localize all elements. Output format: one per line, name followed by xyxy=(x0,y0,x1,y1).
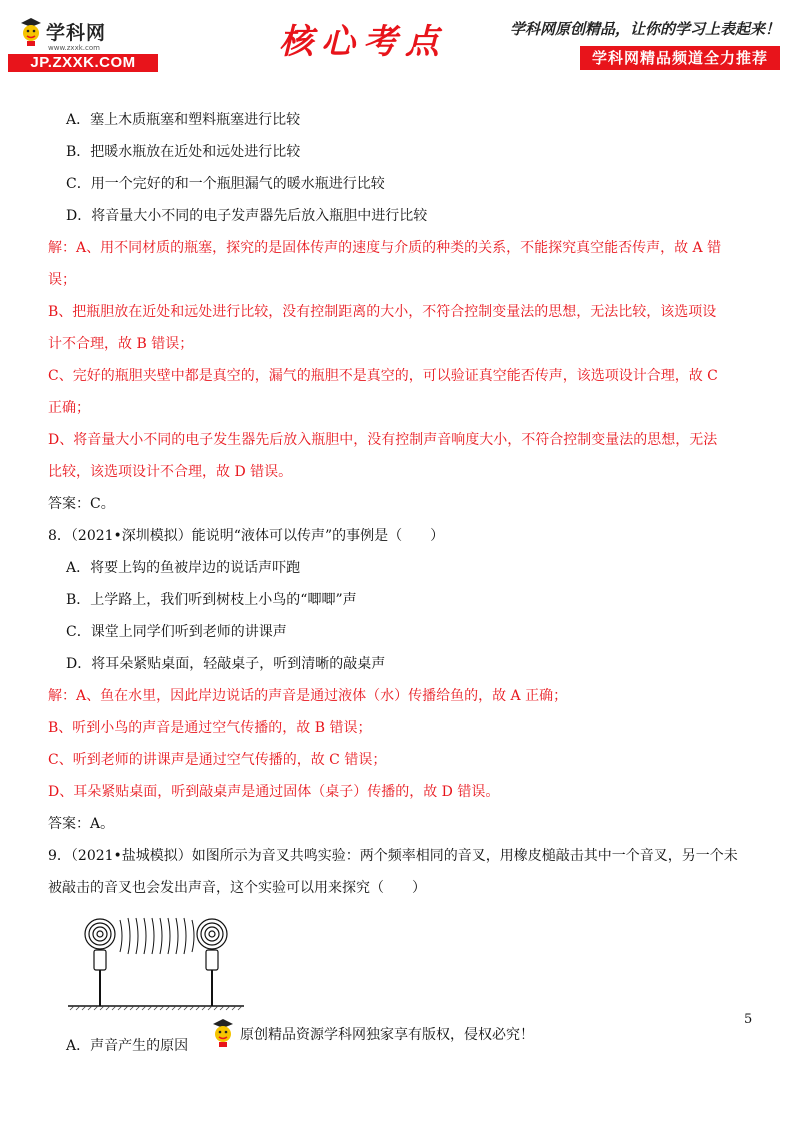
solution-line: 正确； xyxy=(48,400,90,416)
sound-waves xyxy=(120,918,194,954)
logo-domain-bar: JP.ZXXK.COM xyxy=(8,54,158,72)
solution-line: D、耳朵紧贴桌面，听到敲桌声是通过固体（桌子）传播的，故 D 错误。 xyxy=(48,784,500,800)
solution-line: 比较，该选项设计不合理，故 D 错误。 xyxy=(48,464,293,480)
left-tuning-fork xyxy=(85,919,115,1006)
option-c: C．用一个完好的和一个瓶胆漏气的暖水瓶进行比较 xyxy=(66,176,385,192)
logo-url: www.zxxk.com xyxy=(48,44,100,52)
page-content xyxy=(48,104,756,1062)
question-8-solution xyxy=(48,680,756,808)
logo-top xyxy=(18,14,106,48)
option-a: A．将要上钩的鱼被岸边的说话声吓跑 xyxy=(66,560,301,576)
page-number: 5 xyxy=(744,1012,753,1027)
option-a: A．声音产生的原因 xyxy=(66,1038,189,1054)
question-9-stem: 9．（2021•盐城模拟）如图所示为音叉共鸣实验：两个频率相同的音叉，用橡皮槌敲击其中一个音叉，另一个未 xyxy=(48,848,738,864)
option-a: A．塞上木质瓶塞和塑料瓶塞进行比较 xyxy=(66,112,301,128)
solution-line: C、完好的瓶胆夹壁中都是真空的，漏气的瓶胆不是真空的，可以验证真空能否传声，该选项设计合理，故 C xyxy=(48,368,718,384)
solution-line: 计不合理，故 B 错误； xyxy=(48,336,194,352)
answer-line: 答案：A。 xyxy=(48,816,115,832)
option-d: D．将音量大小不同的电子发声器先后放入瓶胆中进行比较 xyxy=(66,208,428,224)
page-header xyxy=(0,0,800,80)
page-footer xyxy=(0,1010,800,1070)
mascot-icon xyxy=(210,1016,236,1048)
option-b: B．把暖水瓶放在近处和远处进行比较 xyxy=(66,144,301,160)
question-8-options xyxy=(66,552,756,680)
tuning-fork-figure xyxy=(66,906,266,1026)
solution-line: D、将音量大小不同的电子发生器先后放入瓶胆中，没有控制声音响度大小，不符合控制变量法的思想，无法 xyxy=(48,432,718,448)
question-8-stem: 8．（2021•深圳模拟）能说明“液体可以传声”的事例是（ ） xyxy=(48,528,445,544)
solution-line: B、把瓶胆放在近处和远处进行比较，没有控制距离的大小，不符合控制变量法的思想，无法比较，该选项设 xyxy=(48,304,717,320)
solution-line: 解：A、用不同材质的瓶塞，探究的是固体传声的速度与介质的种类的关系，不能探究真空能否传声，故 A 错 xyxy=(48,240,722,256)
right-tuning-fork xyxy=(197,919,227,1006)
copyright-notice: 原创精品资源学科网独家享有版权，侵权必究！ xyxy=(240,1027,534,1043)
logo-name: 学科网 xyxy=(46,21,107,44)
recommend-badge: 学科网精品频道全力推荐 xyxy=(580,46,780,70)
question-7-options xyxy=(66,104,756,232)
question-7-solution xyxy=(48,232,756,488)
solution-line: 解：A、鱼在水里，因此岸边说话的声音是通过液体（水）传播给鱼的，故 A 正确； xyxy=(48,688,568,704)
option-c: C．课堂上同学们听到老师的讲课声 xyxy=(66,624,287,640)
solution-line: 误； xyxy=(48,272,76,288)
page-title: 核心考点 xyxy=(279,22,447,62)
header-slogan: 学科网原创精品，让你的学习上表起来！ xyxy=(509,20,780,38)
option-d: D．将耳朵紧贴桌面，轻敲桌子，听到清晰的敲桌声 xyxy=(66,656,386,672)
answer-line: 答案：C。 xyxy=(48,496,115,512)
solution-line: C、听到老师的讲课声是通过空气传播的，故 C 错误； xyxy=(48,752,387,768)
option-b: B．上学路上，我们听到树枝上小鸟的“唧唧”声 xyxy=(66,592,357,608)
zxxk-logo[interactable] xyxy=(8,14,158,72)
mascot-icon xyxy=(18,16,44,46)
solution-line: B、听到小鸟的声音是通过空气传播的，故 B 错误； xyxy=(48,720,372,736)
question-9-stem: 被敲击的音叉也会发出声音，这个实验可以用来探究（ ） xyxy=(48,880,426,896)
